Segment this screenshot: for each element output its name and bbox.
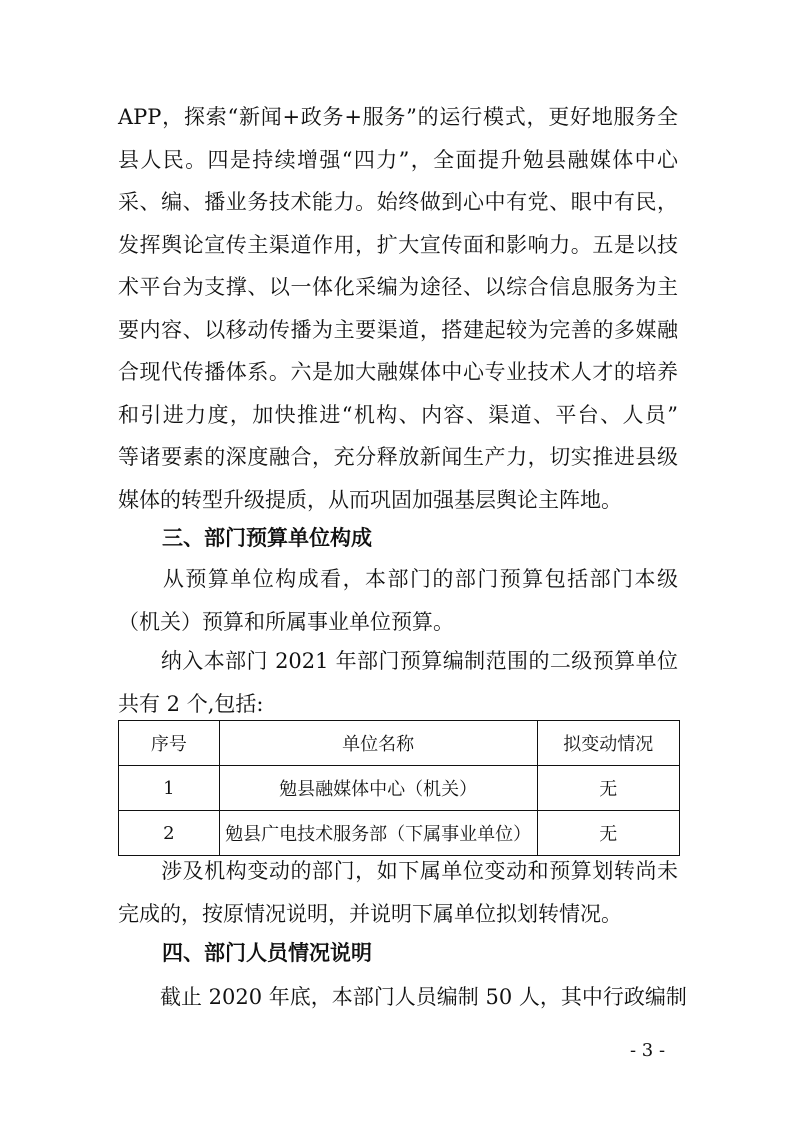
- table-cell: 勉县融媒体中心（机关）: [219, 766, 537, 811]
- section-heading-4: 四、部门人员情况说明: [162, 941, 372, 965]
- table-row: [119, 766, 680, 811]
- table-cell: 无: [537, 766, 680, 811]
- table-header-cell: 序号: [119, 721, 220, 766]
- text-line: 纳入本部门 2021 年部门预算编制范围的二级预算单位: [118, 649, 678, 673]
- table-header-cell: 单位名称: [219, 721, 537, 766]
- text-line: 术平台为支撑、以一体化采编为途径、以综合信息服务为主: [118, 275, 678, 299]
- table-cell: 勉县广电技术服务部（下属事业单位）: [219, 811, 537, 856]
- text-line: 媒体的转型升级提质，从而巩固加强基层舆论主阵地。: [118, 487, 622, 512]
- section-heading-3: 三、部门预算单位构成: [162, 526, 372, 550]
- table-row: [119, 811, 680, 856]
- text-line: 等诸要素的深度融合，充分释放新闻生产力，切实推进县级: [118, 445, 678, 469]
- paragraph-unit-structure: [118, 558, 678, 643]
- paragraph-intro: [118, 96, 678, 521]
- paragraph-staffing: [118, 976, 687, 1019]
- text-line: 完成的，按原情况说明，并说明下属单位拟划转情况。: [118, 901, 622, 926]
- text-line: 要内容、以移动传播为主要渠道，搭建起较为完善的多媒融: [118, 317, 678, 342]
- text-line: 合现代传播体系。六是加大融媒体中心专业技术人才的培养: [118, 360, 678, 384]
- text-line: 发挥舆论宣传主渠道作用，扩大宣传面和影响力。五是以技: [118, 232, 678, 257]
- text-line: 采、编、播业务技术能力。始终做到心中有党、眼中有民，: [118, 190, 678, 214]
- text-line: 共有 2 个,包括:: [118, 691, 264, 716]
- text-line: 截止 2020 年底，本部门人员编制 50 人，其中行政编制: [118, 985, 687, 1009]
- text-line: 县人民。四是持续增强“四力”，全面提升勉县融媒体中心: [118, 147, 678, 172]
- table-cell: 无: [537, 811, 680, 856]
- text-line: APP，探索“新闻+政务+服务”的运行模式，更好地服务全: [118, 105, 678, 129]
- text-line: 和引进力度，加快推进“机构、内容、渠道、平台、人员”: [118, 402, 678, 427]
- text-line: 从预算单位构成看，本部门的部门预算包括部门本级: [118, 567, 678, 591]
- budget-unit-table: [118, 720, 680, 856]
- table-cell: 2: [119, 811, 220, 856]
- table-header-cell: 拟变动情况: [537, 721, 680, 766]
- text-line: （机关）预算和所属事业单位预算。: [118, 609, 454, 634]
- paragraph-org-change: [118, 850, 678, 935]
- text-line: 涉及机构变动的部门，如下属单位变动和预算划转尚未: [118, 859, 678, 883]
- page-number: - 3 -: [630, 1040, 666, 1061]
- table-header-row: [119, 721, 680, 766]
- paragraph-unit-count: [118, 640, 678, 725]
- table-cell: 1: [119, 766, 220, 811]
